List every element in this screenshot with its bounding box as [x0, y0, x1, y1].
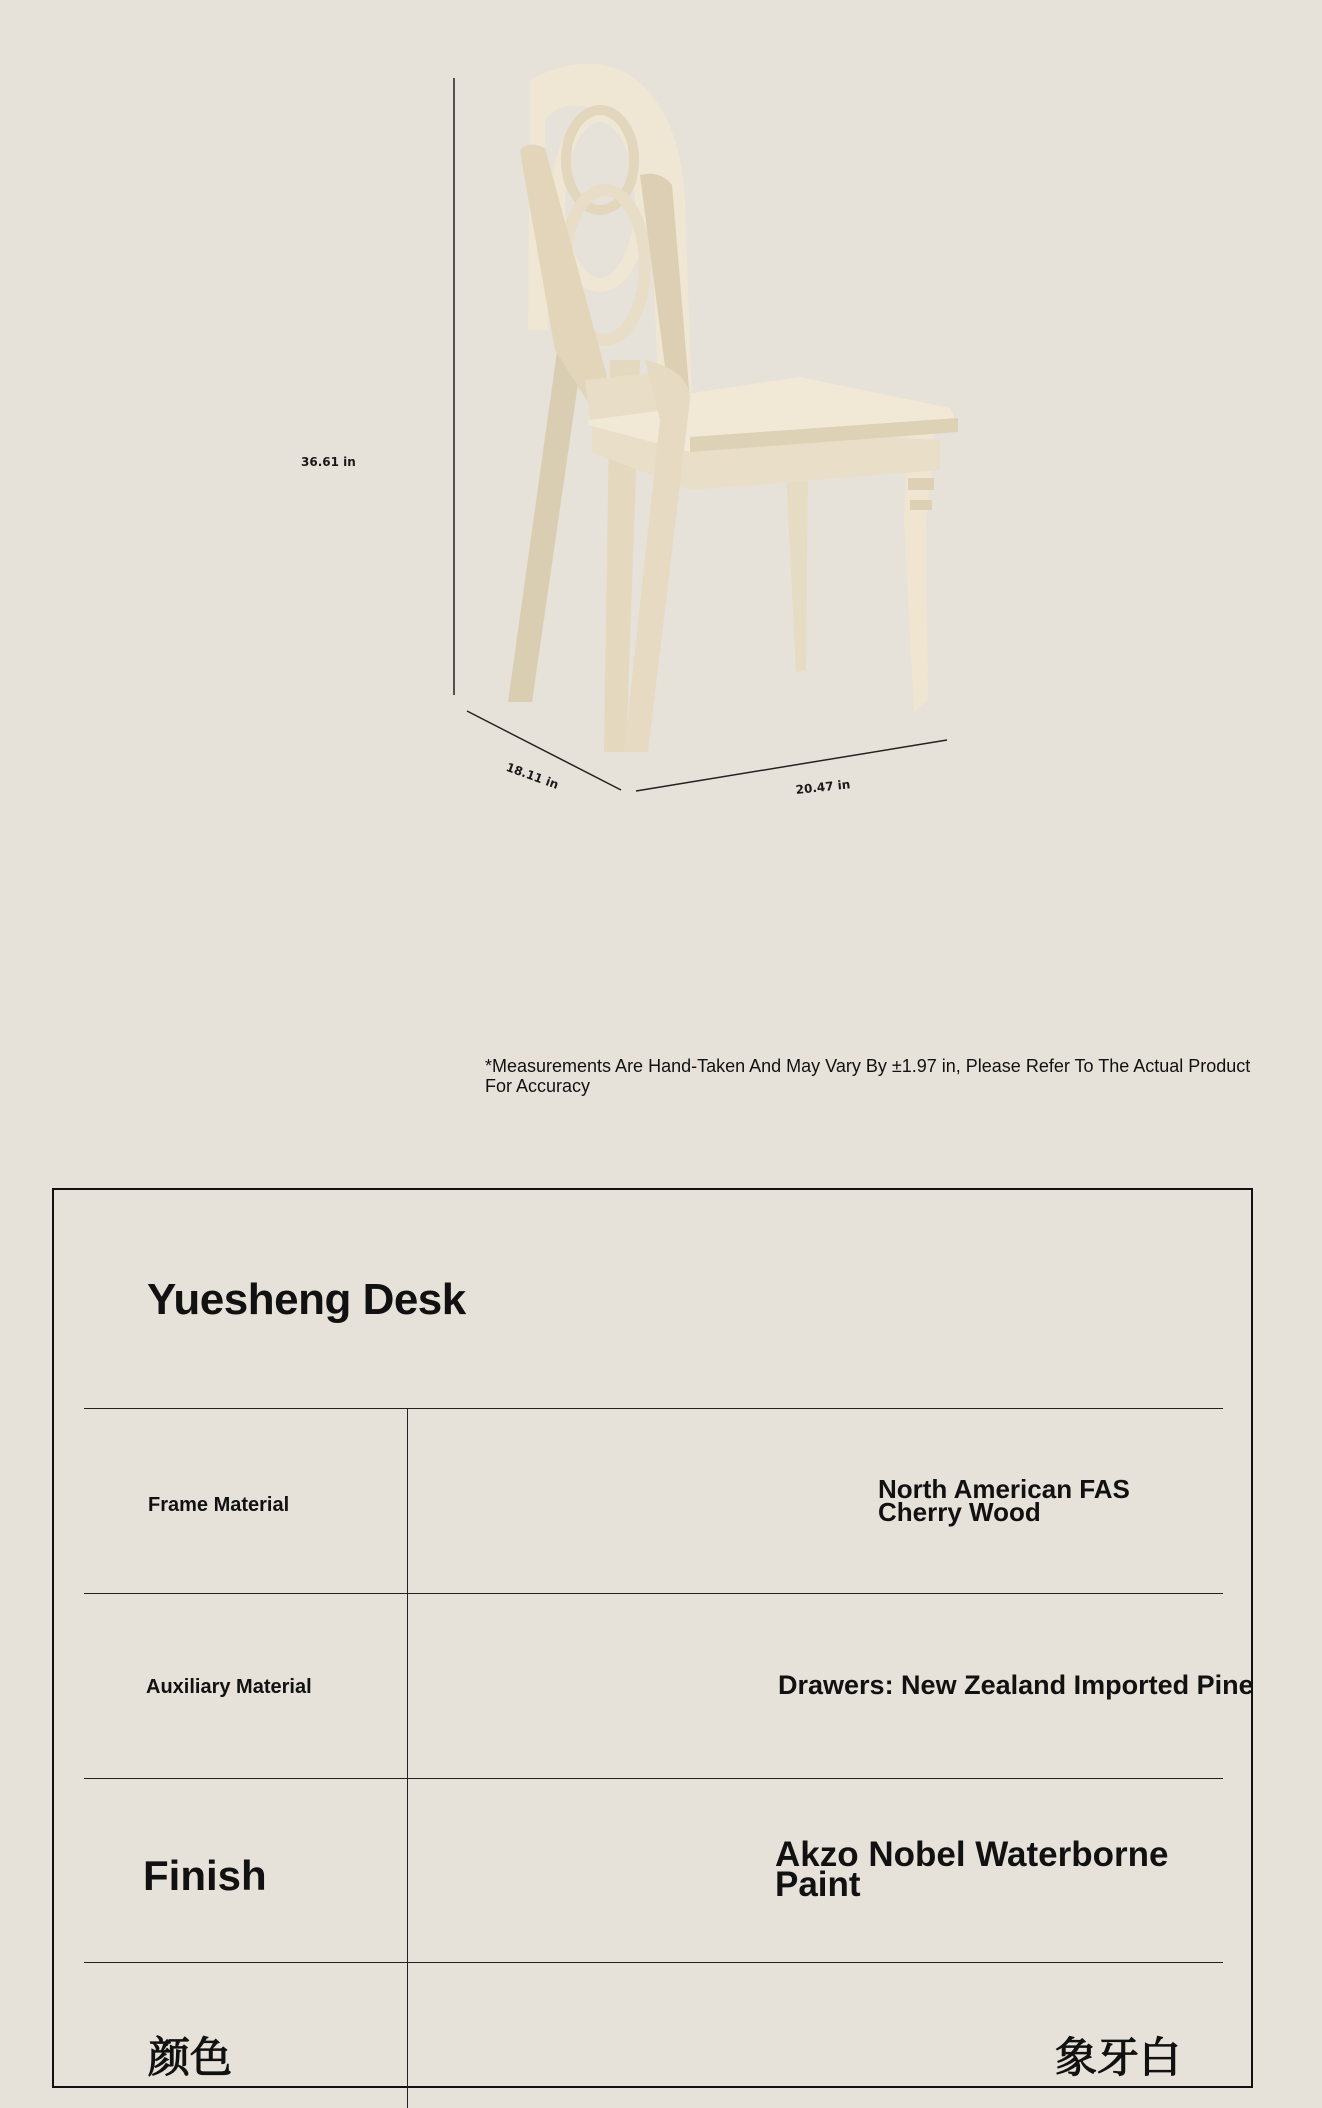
width-label: 20.47 in	[795, 777, 851, 797]
spec-label-auxiliary-material: Auxiliary Material	[146, 1676, 312, 1698]
spec-label-frame-material: Frame Material	[148, 1494, 290, 1516]
chair-illustration	[0, 0, 1322, 860]
spec-value-frame-material	[878, 1474, 1130, 1527]
measurement-note: *Measurements Are Hand-Taken And May Vary By ±1.97 in, Please Refer To The Actual Product For Accuracy	[485, 1056, 1251, 1096]
spec-label-color: 颜色	[148, 2033, 233, 2082]
spec-label-finish: Finish	[143, 1852, 267, 1899]
table-divider	[84, 1408, 1223, 1409]
table-column-divider	[407, 1408, 408, 2108]
table-divider	[84, 1778, 1223, 1779]
spec-value-line: Akzo Nobel Waterborne	[775, 1835, 1169, 1874]
product-title: Yuesheng Desk	[147, 1275, 466, 1324]
spec-value-auxiliary-material: Drawers: New Zealand Imported Pine	[778, 1670, 1254, 1700]
spec-value-color: 象牙白	[1055, 2033, 1182, 2082]
spec-value-line: North American FAS	[878, 1474, 1130, 1504]
table-divider	[84, 1593, 1223, 1594]
depth-label: 18.11 in	[504, 760, 561, 792]
spec-value-line: Paint	[775, 1865, 861, 1904]
height-label: 36.61 in	[301, 455, 356, 469]
table-divider	[84, 1962, 1223, 1963]
spec-value-finish	[775, 1835, 1169, 1904]
width-dimension-line	[636, 740, 947, 791]
spec-value-line: Cherry Wood	[878, 1497, 1041, 1527]
